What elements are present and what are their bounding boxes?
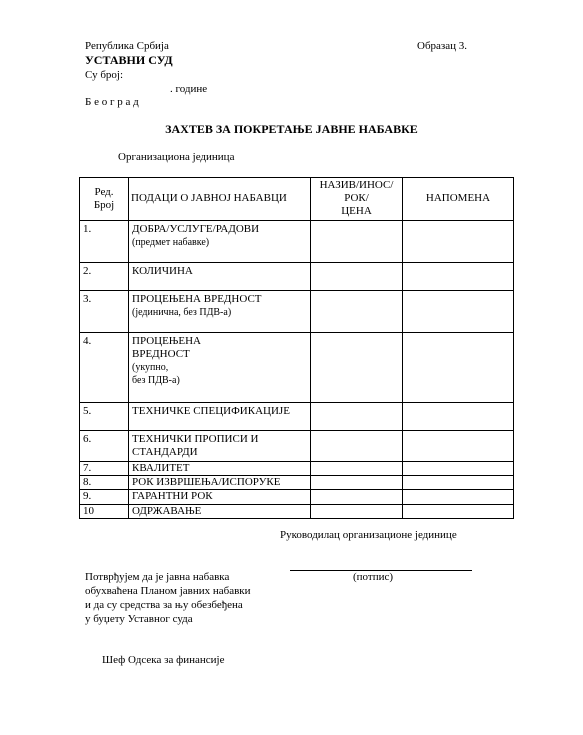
table-row — [80, 402, 514, 430]
city-label: Б е о г р а д — [85, 96, 139, 108]
row-label — [129, 430, 311, 461]
table-row — [80, 262, 514, 290]
confirmation-line-1: Потврђујем да је јавна набавка — [85, 571, 230, 583]
name-amount-cell[interactable] — [311, 290, 403, 332]
table-row — [80, 290, 514, 332]
name-amount-cell[interactable] — [311, 220, 403, 262]
note-cell[interactable] — [403, 290, 514, 332]
row-label-line: ПРОЦЕЊЕНА — [132, 334, 202, 347]
name-amount-cell[interactable] — [311, 490, 403, 504]
header-note: НАПОМЕНА — [403, 178, 514, 221]
header-number-line2: Број — [93, 198, 115, 211]
head-of-unit-label: Руководилац организационе јединице — [280, 529, 457, 541]
republic-label: Република Србија — [85, 40, 169, 52]
table-header-row — [80, 178, 514, 221]
row-number: 8. — [80, 476, 129, 490]
name-amount-cell[interactable] — [311, 461, 403, 475]
confirmation-line-4: у буџету Уставног суда — [85, 613, 193, 625]
header-name-amount — [311, 178, 403, 221]
row-label-note: (јединична, без ПДВ-а) — [132, 306, 232, 318]
row-label: ОДРЖАВАЊЕ — [129, 504, 311, 518]
row-label: ТЕХНИЧКЕ СПЕЦИФИКАЦИЈЕ — [129, 402, 311, 430]
row-number: 2. — [80, 262, 129, 290]
table-row — [80, 461, 514, 475]
row-label — [129, 332, 311, 402]
court-name: УСТАВНИ СУД — [85, 53, 173, 67]
row-label: ГАРАНТНИ РОК — [129, 490, 311, 504]
row-label-line: ТЕХНИЧКИ ПРОПИСИ И — [132, 432, 259, 445]
row-label: РОК ИЗВРШЕЊА/ИСПОРУКЕ — [129, 476, 311, 490]
note-cell[interactable] — [403, 262, 514, 290]
note-cell[interactable] — [403, 220, 514, 262]
note-cell[interactable] — [403, 476, 514, 490]
row-number: 6. — [80, 430, 129, 461]
name-amount-cell[interactable] — [311, 504, 403, 518]
table-row — [80, 504, 514, 518]
row-number: 10 — [80, 504, 129, 518]
row-number: 7. — [80, 461, 129, 475]
header-name-line1: НАЗИВ/ИНОС/ — [319, 179, 394, 191]
header-number-line1: Ред. — [94, 185, 114, 198]
note-cell[interactable] — [403, 504, 514, 518]
row-label-line: ВРЕДНОСТ — [132, 347, 190, 360]
table-row — [80, 490, 514, 504]
note-cell[interactable] — [403, 461, 514, 475]
case-number-label: Су број: — [85, 69, 124, 81]
table-row — [80, 430, 514, 461]
finance-head-label: Шеф Одсека за финансије — [102, 654, 225, 666]
name-amount-cell[interactable] — [311, 402, 403, 430]
confirmation-line-2: обухваћена Планом јавних набавки — [85, 585, 251, 597]
name-amount-cell[interactable] — [311, 476, 403, 490]
row-number: 9. — [80, 490, 129, 504]
row-label-note: (укупно, — [132, 361, 169, 373]
confirmation-line-3: и да су средства за њу обезбеђена — [85, 599, 243, 611]
table-row — [80, 476, 514, 490]
row-label — [129, 290, 311, 332]
header-procurement-data: ПОДАЦИ О ЈАВНОЈ НАБАВЦИ — [129, 178, 311, 221]
row-label-line: ДОБРА/УСЛУГЕ/РАДОВИ — [132, 222, 260, 235]
signature-caption: (потпис) — [353, 571, 394, 583]
document-title: ЗАХТЕВ ЗА ПОКРЕТАЊЕ ЈАВНЕ НАБАВКЕ — [165, 122, 418, 136]
row-number: 5. — [80, 402, 129, 430]
name-amount-cell[interactable] — [311, 430, 403, 461]
row-label-note: без ПДВ-а) — [132, 375, 180, 387]
row-label-line: СТАНДАРДИ — [132, 445, 198, 458]
name-amount-cell[interactable] — [311, 262, 403, 290]
row-label-line: ПРОЦЕЊЕНА ВРЕДНОСТ — [132, 292, 262, 305]
row-label: КВАЛИТЕТ — [129, 461, 311, 475]
note-cell[interactable] — [403, 490, 514, 504]
row-number: 1. — [80, 220, 129, 262]
row-label — [129, 220, 311, 262]
year-suffix-label: . године — [170, 83, 208, 95]
row-number: 3. — [80, 290, 129, 332]
name-amount-cell[interactable] — [311, 332, 403, 402]
org-unit-label: Организациона јединица — [118, 151, 235, 163]
row-label-note: (предмет набавке) — [132, 236, 210, 248]
table-row — [80, 332, 514, 402]
note-cell[interactable] — [403, 430, 514, 461]
table-row — [80, 220, 514, 262]
note-cell[interactable] — [403, 332, 514, 402]
row-number: 4. — [80, 332, 129, 402]
header-name-line3: ЦЕНА — [341, 205, 372, 218]
header-name-line2: РОК/ — [344, 192, 369, 205]
procurement-table — [79, 177, 514, 519]
note-cell[interactable] — [403, 402, 514, 430]
header-number — [80, 178, 129, 221]
form-number: Образац 3. — [417, 40, 468, 52]
row-label: КОЛИЧИНА — [129, 262, 311, 290]
